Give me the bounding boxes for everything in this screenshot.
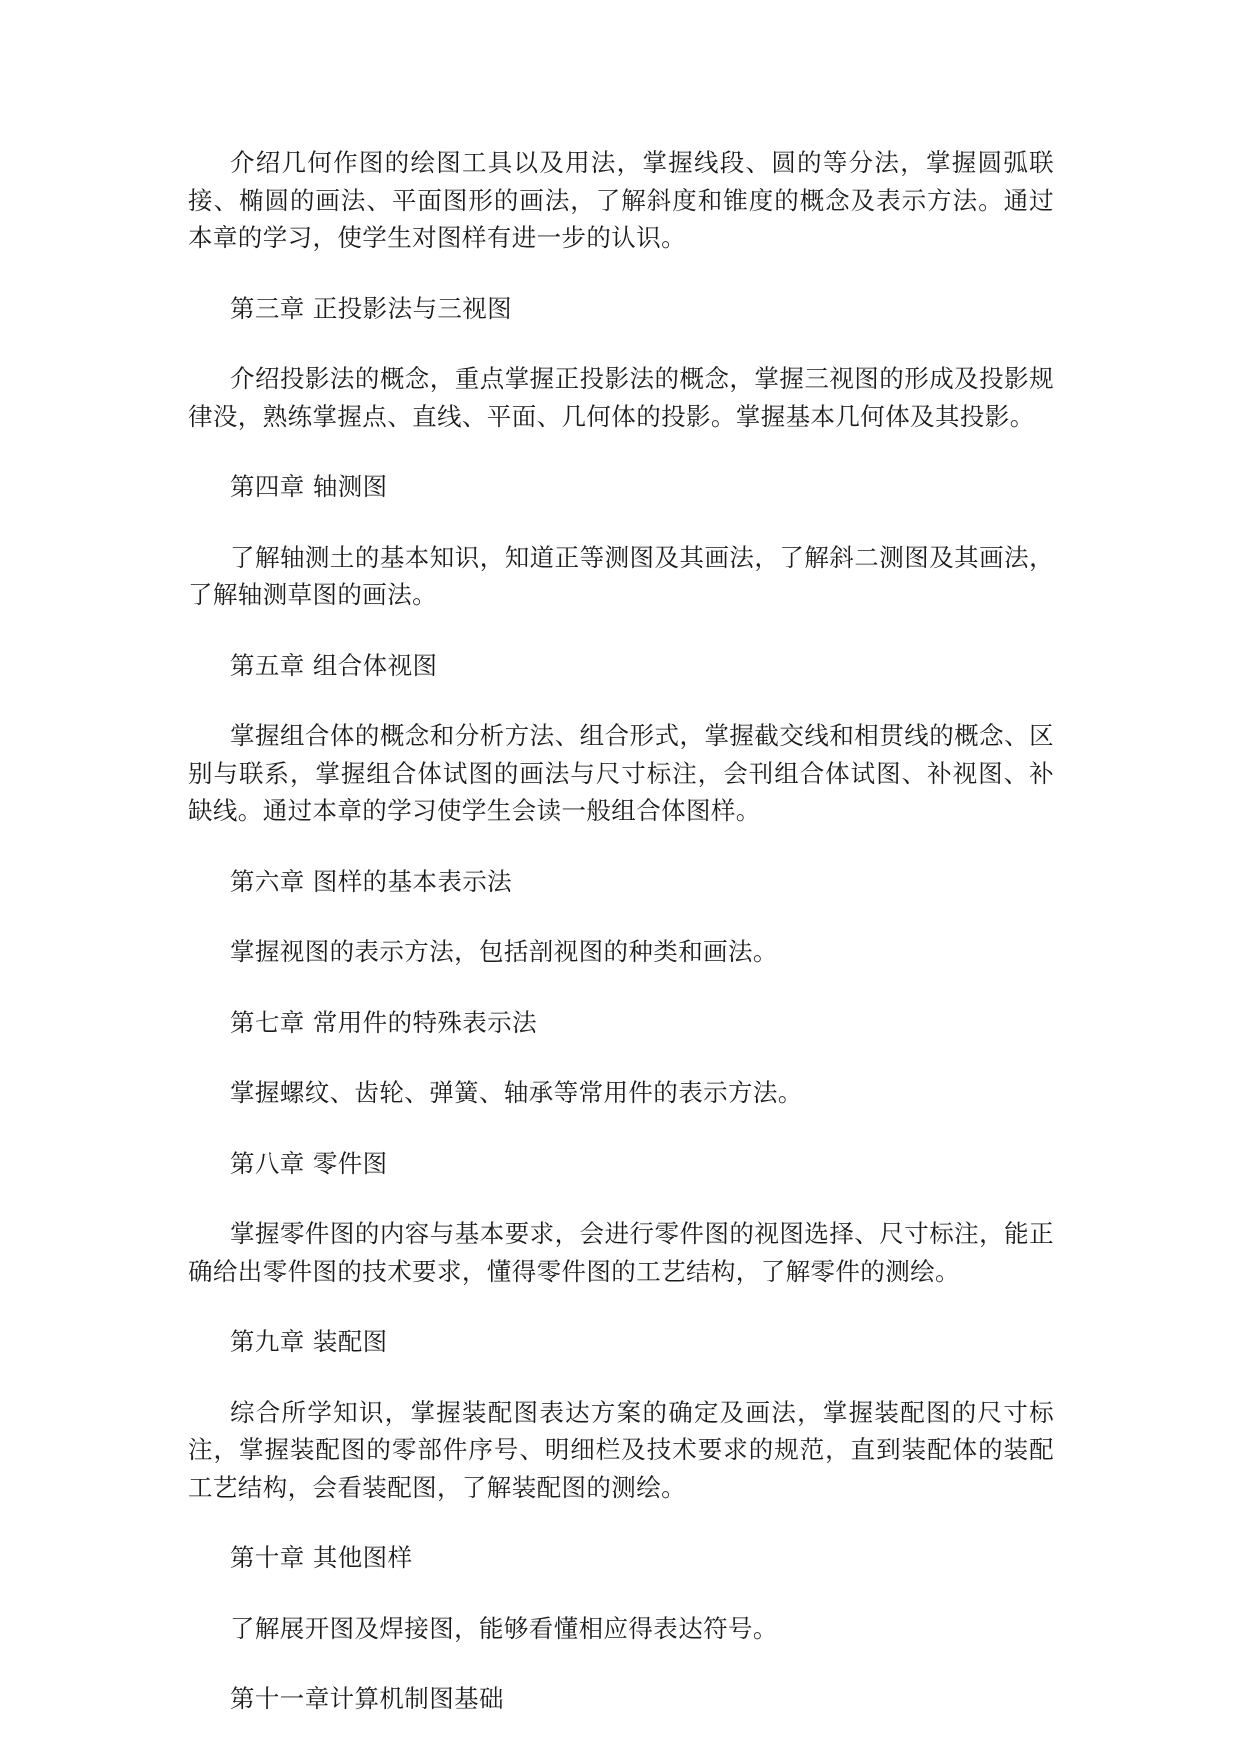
- chapter-10-paragraph: 了解展开图及焊接图，能够看懂相应得表达符号。: [230, 1613, 778, 1643]
- paragraph-geometric-drawing: 介绍几何作图的绘图工具以及用法，掌握线段、圆的等分法，掌握圆弧联接、椭圆的画法、平面图形的画法，了解斜度和锥度的概念及表示方法。通过本章的学习，使学生对图样有进一步的认识。: [188, 148, 1054, 252]
- chapter-11-heading: 第十一章计算机制图基础: [230, 1684, 504, 1713]
- chapter-8-heading: 第八章 零件图: [230, 1148, 388, 1178]
- chapter-3-heading: 第三章 正投影法与三视图: [230, 293, 513, 323]
- chapter-5-paragraph: 掌握组合体的概念和分析方法、组合形式，掌握截交线和相贯线的概念、区别与联系，掌握组合体试图的画法与尺寸标注，会刊组合体试图、补视图、补缺线。通过本章的学习使学生会读一般组合体图样。: [188, 721, 1054, 825]
- chapter-10-heading: 第十章 其他图样: [230, 1543, 413, 1572]
- chapter-5-heading: 第五章 组合体视图: [230, 650, 438, 680]
- chapter-4-paragraph: 了解轴测土的基本知识，知道正等测图及其画法，了解斜二测图及其画法，了解轴测草图的画法。: [188, 542, 1054, 609]
- chapter-3-paragraph: 介绍投影法的概念，重点掌握正投影法的概念，掌握三视图的形成及投影规律没，熟练掌握点、直线、平面、几何体的投影。掌握基本几何体及其投影。: [188, 364, 1054, 431]
- document-page: [188, 144, 1054, 1718]
- chapter-4-heading: 第四章 轴测图: [230, 472, 388, 501]
- chapter-7-heading: 第七章 常用件的特殊表示法: [230, 1007, 537, 1037]
- chapter-7-paragraph: 掌握螺纹、齿轮、弹簧、轴承等常用件的表示方法。: [230, 1078, 803, 1107]
- chapter-6-heading: 第六章 图样的基本表示法: [230, 866, 513, 896]
- chapter-9-paragraph: 综合所学知识，掌握装配图表达方案的确定及画法，掌握装配图的尺寸标注，掌握装配图的零部件序号、明细栏及技术要求的规范，直到装配体的装配工艺结构，会看装配图，了解装配图的测绘。: [188, 1397, 1054, 1502]
- chapter-6-paragraph: 掌握视图的表示方法，包括剖视图的种类和画法。: [230, 937, 778, 966]
- chapter-8-paragraph: 掌握零件图的内容与基本要求，会进行零件图的视图选择、尺寸标注，能正确给出零件图的技术要求，懂得零件图的工艺结构，了解零件的测绘。: [188, 1219, 1054, 1286]
- chapter-9-heading: 第九章 装配图: [230, 1327, 388, 1356]
